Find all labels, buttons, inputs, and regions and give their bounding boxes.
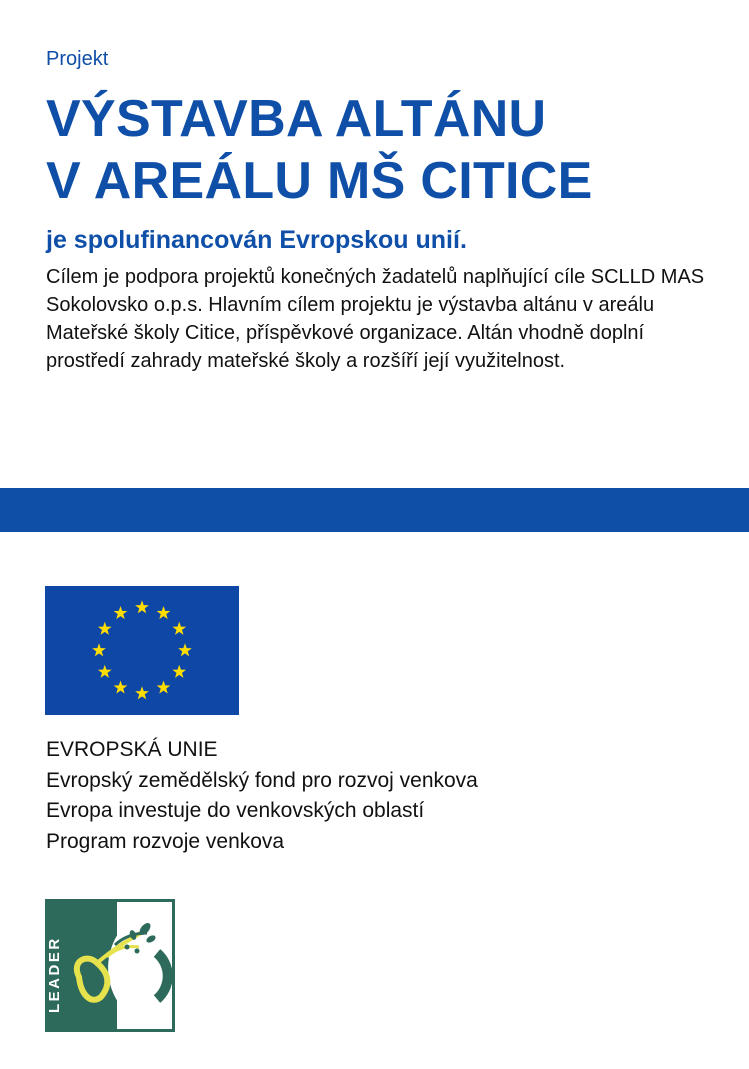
project-description: Cílem je podpora projektů konečných žadatelů naplňující cíle SCLLD MAS Sokolovsko o.p.s. Hlavním cílem projektu je výstavba altánu v areálu Mateřské školy Citice, příspěvkové organizace. Altán vhodně doplní prostředí zahrady mateřské školy a rozšíří její využitelnost. (46, 266, 705, 372)
leader-logo-text: LEADER (46, 936, 63, 1013)
project-title (46, 88, 593, 212)
blue-divider-band (0, 488, 749, 532)
project-title-line-1: VÝSTAVBA ALTÁNU (46, 90, 547, 148)
project-title-line-2: V AREÁLU MŠ CITICE (46, 152, 593, 210)
project-subtitle: je spolufinancován Evropskou unií. (46, 226, 467, 254)
leader-logo-icon (45, 899, 175, 1032)
eu-line-fund: Evropský zemědělský fond pro rozvoj venkova (46, 768, 478, 792)
eu-flag-icon (45, 586, 239, 715)
eu-funding-text (46, 735, 478, 857)
eu-line-union: EVROPSKÁ UNIE (46, 738, 218, 761)
project-label: Projekt (46, 48, 109, 70)
eu-line-invest: Evropa investuje do venkovských oblastí (46, 799, 425, 822)
eu-line-program: Program rozvoje venkova (46, 829, 285, 853)
